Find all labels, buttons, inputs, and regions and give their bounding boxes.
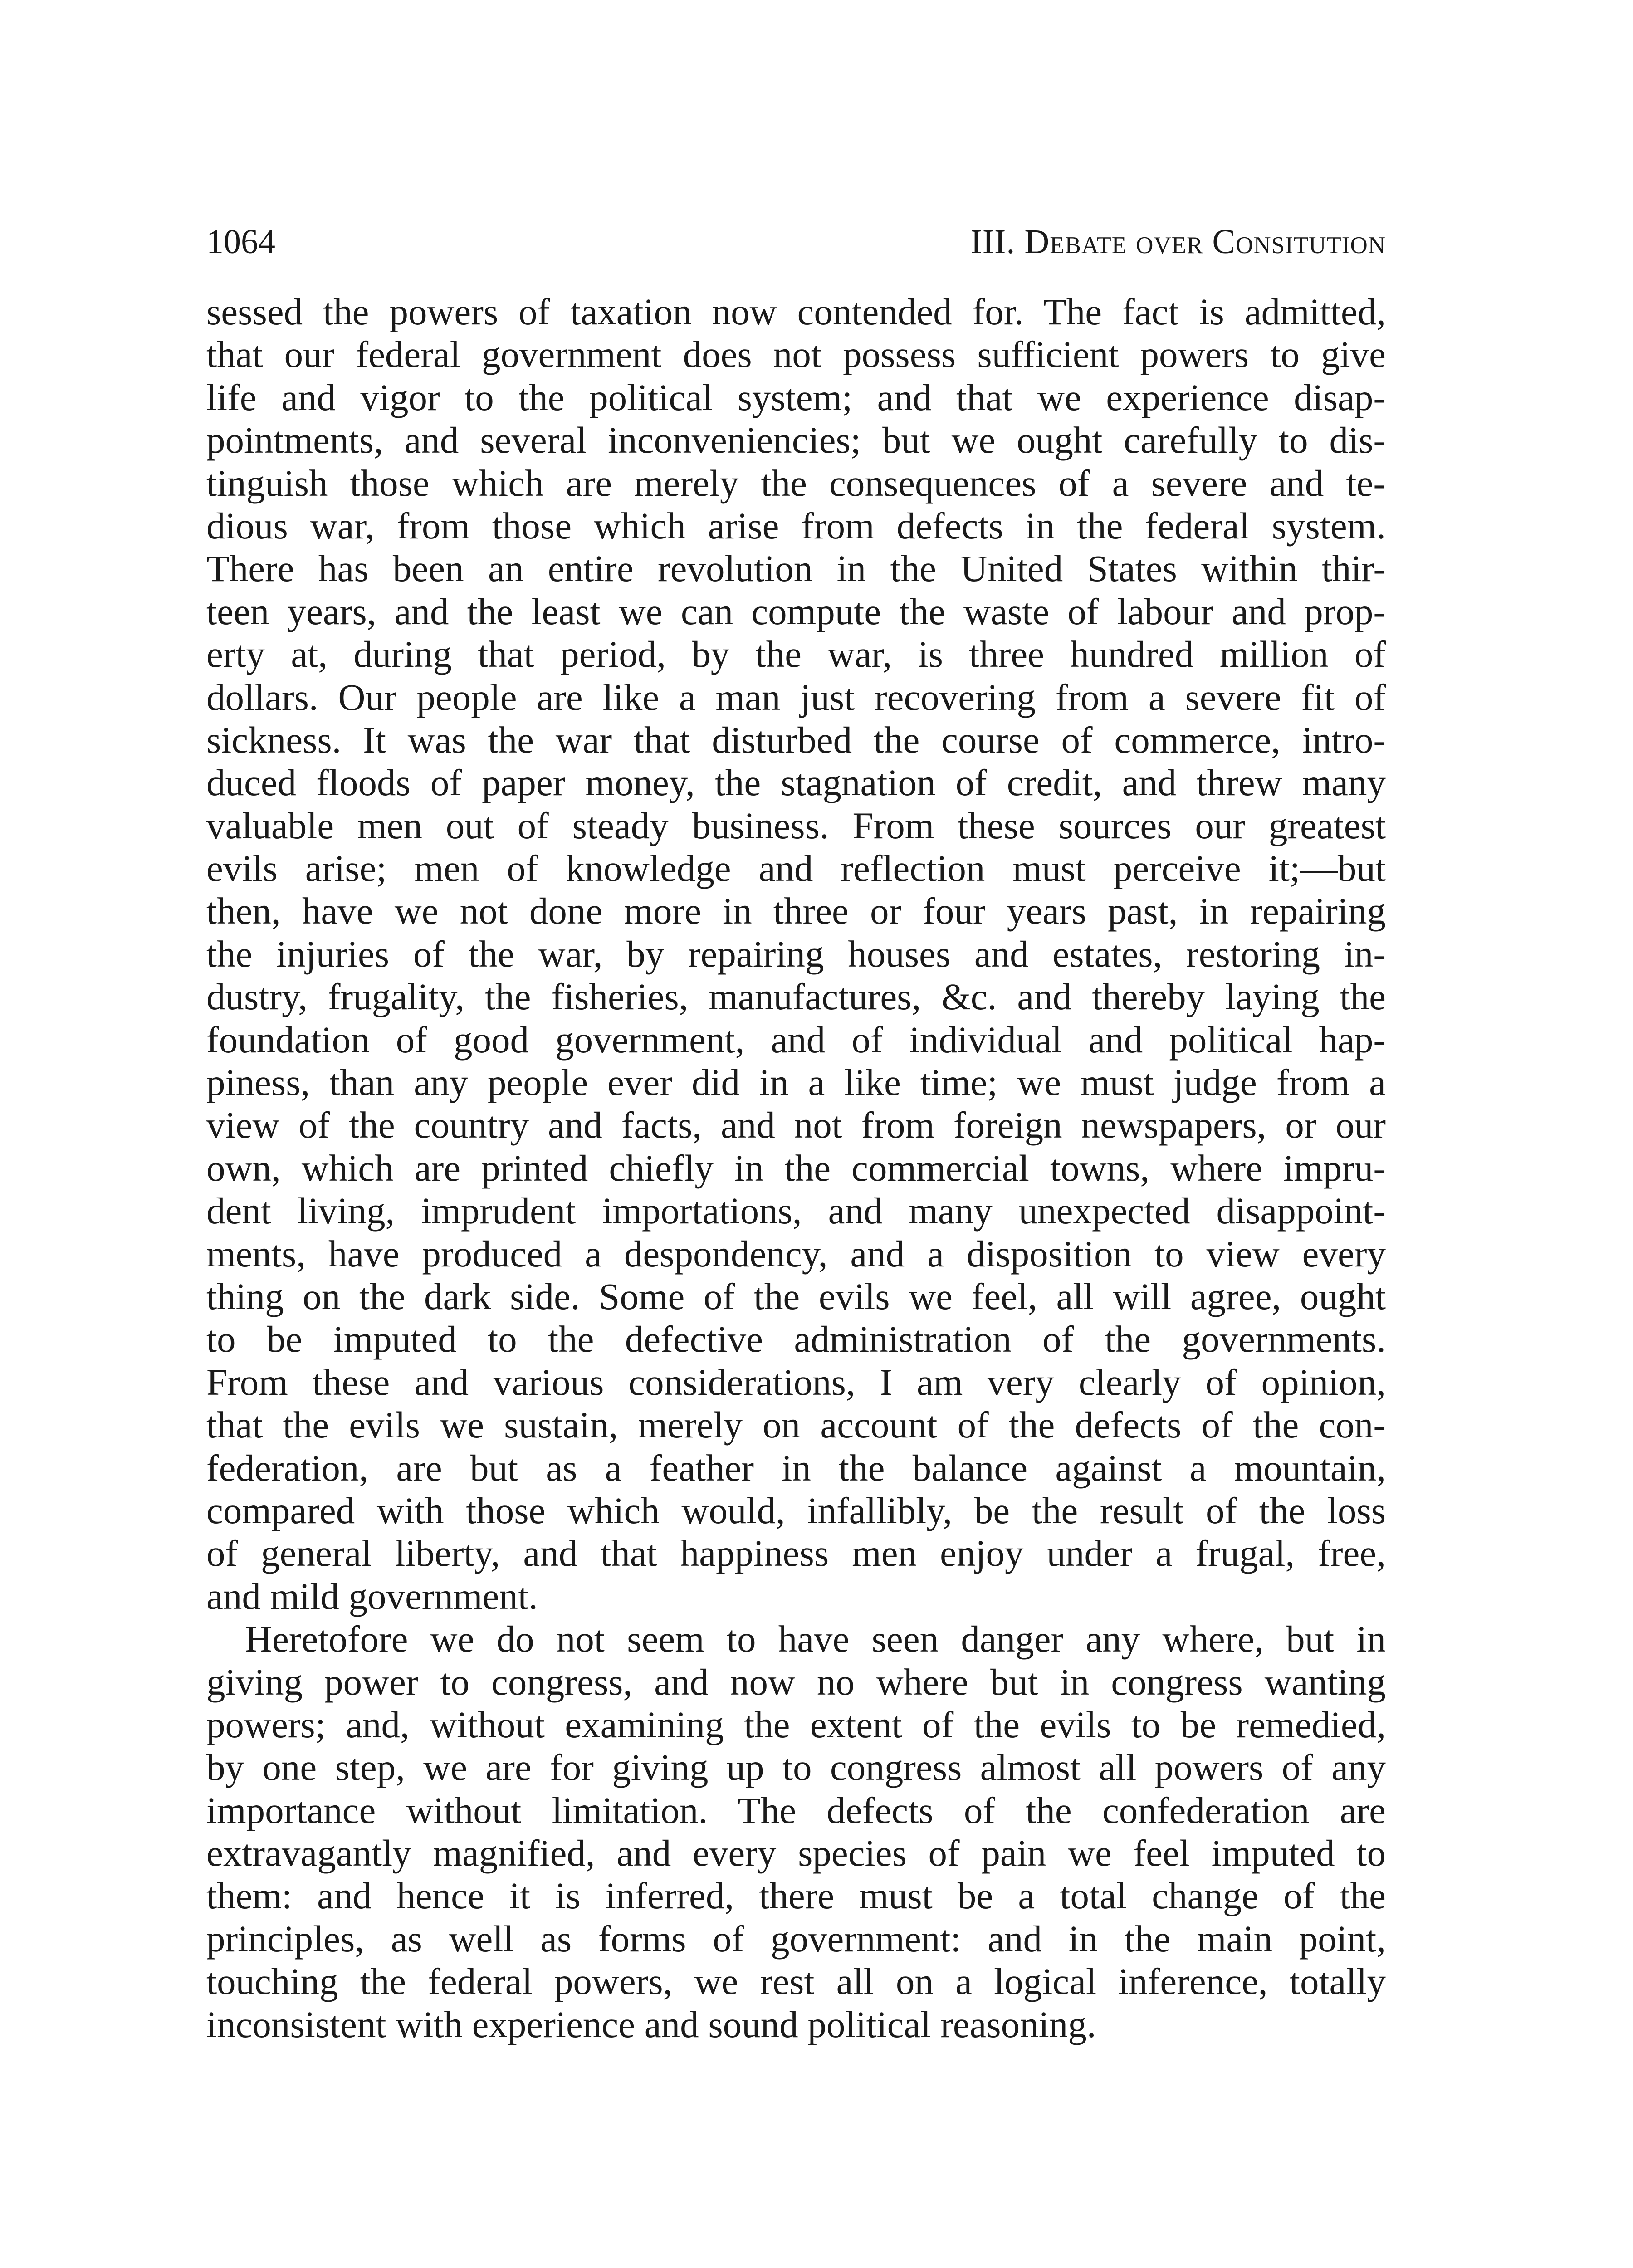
text-line: dustry, frugality, the fisheries, manufactures, &c. and thereby laying the xyxy=(206,976,1386,1018)
paragraph xyxy=(206,1618,1386,2046)
text-line: compared with those which would, infallibly, be the result of the loss xyxy=(206,1489,1386,1531)
text-line: Heretofore we do not seem to have seen danger any where, but in xyxy=(245,1618,1386,1660)
text-line: thing on the dark side. Some of the evils we feel, all will agree, ought xyxy=(206,1275,1386,1317)
text-line: life and vigor to the political system; and that we experience disap- xyxy=(206,376,1386,418)
text-line: pointments, and several inconveniencies; but we ought carefully to dis- xyxy=(206,419,1386,461)
text-line: dent living, imprudent importations, and many unexpected disappoint- xyxy=(206,1190,1386,1232)
text-line: them: and hence it is inferred, there must be a total change of the xyxy=(206,1875,1386,1917)
text-line: view of the country and facts, and not from foreign newspapers, or our xyxy=(206,1104,1386,1146)
text-line: ments, have produced a despondency, and a disposition to view every xyxy=(206,1232,1386,1275)
text-line: There has been an entire revolution in the United States within thir- xyxy=(206,547,1386,590)
text-line: by one step, we are for giving up to congress almost all powers of any xyxy=(206,1746,1386,1789)
body-text xyxy=(206,290,1386,2046)
text-line: sessed the powers of taxation now contended for. The fact is admitted, xyxy=(206,291,1386,332)
text-line: extravagantly magnified, and every species of pain we feel imputed to xyxy=(206,1832,1386,1874)
text-line: that the evils we sustain, merely on account of the defects of the con- xyxy=(206,1404,1386,1446)
text-line: that our federal government does not possess sufficient powers to give xyxy=(206,333,1386,376)
text-line: evils arise; men of knowledge and reflection must perceive it;—but xyxy=(206,847,1386,890)
text-line: powers; and, without examining the extent of the evils to be remedied, xyxy=(206,1703,1386,1745)
text-line: principles, as well as forms of government: and in the main point, xyxy=(206,1917,1386,1960)
page-number: 1064 xyxy=(206,223,275,261)
text-line: then, have we not done more in three or four years past, in repairing xyxy=(206,890,1386,932)
text-line: own, which are printed chiefly in the commercial towns, where impru- xyxy=(206,1147,1386,1189)
text-line: piness, than any people ever did in a like time; we must judge from a xyxy=(206,1061,1386,1104)
text-line: the injuries of the war, by repairing houses and estates, restoring in- xyxy=(206,933,1386,975)
text-line: dollars. Our people are like a man just recovering from a severe fit of xyxy=(206,676,1386,718)
text-line: giving power to congress, and now no where but in congress wanting xyxy=(206,1661,1386,1703)
text-line: of general liberty, and that happiness men enjoy under a frugal, free, xyxy=(206,1532,1386,1574)
text-line: inconsistent with experience and sound political reasoning. xyxy=(206,2003,1096,2045)
text-line: importance without limitation. The defects of the confederation are xyxy=(206,1789,1386,1831)
text-line: to be imputed to the defective administration of the governments. xyxy=(206,1318,1386,1360)
text-line: tinguish those which are merely the consequences of a severe and te- xyxy=(206,462,1386,504)
text-line: foundation of good government, and of individual and political hap- xyxy=(206,1018,1386,1061)
paragraph xyxy=(206,290,1386,1618)
text-line: teen years, and the least we can compute the waste of labour and prop- xyxy=(206,590,1386,632)
text-line: touching the federal powers, we rest all on a logical inference, totally xyxy=(206,1960,1386,2003)
text-line: valuable men out of steady business. From these sources our greatest xyxy=(206,804,1386,846)
section-title: III. Debate over Consitution xyxy=(970,223,1386,261)
text-line: duced floods of paper money, the stagnation of credit, and threw many xyxy=(206,762,1386,804)
text-line: sickness. It was the war that disturbed the course of commerce, intro- xyxy=(206,719,1386,761)
text-line: erty at, during that period, by the war, is three hundred million of xyxy=(206,633,1386,675)
running-head xyxy=(206,217,1386,267)
text-line: and mild government. xyxy=(206,1575,538,1617)
text-line: From these and various considerations, I am very clearly of opinion, xyxy=(206,1361,1386,1403)
text-line: federation, are but as a feather in the balance against a mountain, xyxy=(206,1447,1386,1489)
text-line: dious war, from those which arise from defects in the federal system. xyxy=(206,504,1386,547)
